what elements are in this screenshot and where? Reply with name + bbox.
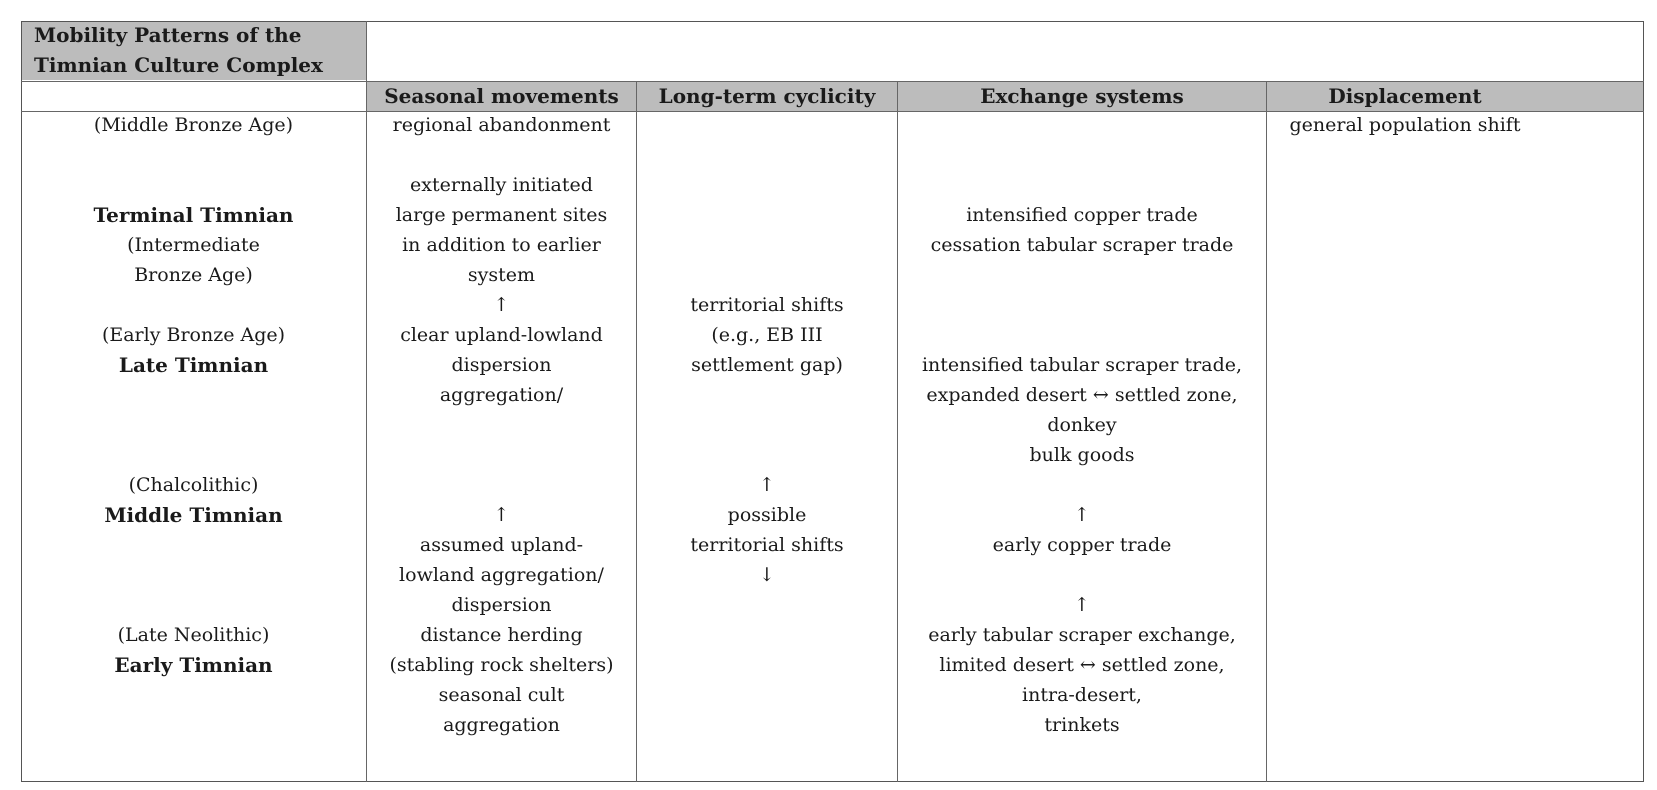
period-middle-name: Middle Timnian	[104, 503, 283, 527]
title-line-1: Mobility Patterns of the	[34, 23, 302, 47]
header-seasonal: Seasonal movements	[384, 84, 619, 108]
exchange-column	[898, 200, 1266, 740]
seasonal-line: clear upland-lowland	[400, 324, 603, 346]
up-arrow-icon: ↑	[759, 474, 775, 496]
exchange-line: bulk goods	[1029, 444, 1135, 466]
period-terminal-age-1: (Intermediate	[127, 234, 260, 256]
exchange-line	[898, 470, 1266, 500]
seasonal-line: aggregation	[443, 714, 560, 736]
seasonal-line: seasonal cult	[438, 684, 565, 706]
period-late-neolithic: (Late Neolithic)	[117, 624, 270, 646]
header-displacement: Displacement	[1328, 84, 1482, 108]
cyclicity-line: (e.g., EB III	[711, 324, 823, 346]
period-terminal-age-2: Bronze Age)	[134, 264, 253, 286]
seasonal-line: system	[467, 264, 536, 286]
period-early-name: Early Timnian	[114, 653, 273, 677]
seasonal-column	[367, 110, 636, 740]
exchange-line	[898, 260, 1266, 290]
seasonal-line	[367, 140, 636, 170]
up-arrow-icon: ↑	[493, 294, 510, 316]
cyclicity-line: possible	[727, 504, 807, 526]
cyclicity-column	[637, 290, 897, 590]
cyclicity-line	[637, 410, 897, 440]
exchange-line: early tabular scraper exchange,	[928, 624, 1236, 646]
exchange-line: intensified tabular scraper trade,	[921, 354, 1243, 376]
exchange-line: expanded desert ↔ settled zone,	[926, 384, 1238, 406]
col-divider-4	[1266, 81, 1267, 782]
exchange-line	[898, 290, 1266, 320]
cyclicity-line: settlement gap)	[691, 354, 843, 376]
exchange-line	[898, 560, 1266, 590]
seasonal-line: large permanent sites	[395, 204, 608, 226]
seasonal-line	[367, 440, 636, 470]
exchange-line: limited desert ↔ settled zone,	[939, 654, 1225, 676]
exchange-line: intra-desert,	[1022, 684, 1142, 706]
exchange-line: early copper trade	[992, 534, 1172, 556]
cyclicity-line	[637, 440, 897, 470]
seasonal-line: lowland aggregation/	[399, 564, 604, 586]
cyclicity-line: territorial shifts	[690, 294, 844, 316]
period-early-bronze: (Early Bronze Age)	[101, 324, 286, 346]
period-chalcolithic: (Chalcolithic)	[128, 474, 259, 496]
seasonal-line: externally initiated	[410, 174, 593, 196]
header-cyclicity: Long-term cyclicity	[658, 84, 876, 108]
exchange-line: trinkets	[1044, 714, 1120, 736]
table-title	[34, 20, 364, 80]
exchange-line	[898, 320, 1266, 350]
seasonal-line	[367, 470, 636, 500]
period-middle-bronze: (Middle Bronze Age)	[93, 114, 294, 136]
period-terminal-name: Terminal Timnian	[93, 203, 294, 227]
seasonal-line	[367, 410, 636, 440]
title-line-2: Timnian Culture Complex	[34, 53, 323, 77]
down-arrow-icon: ↓	[759, 564, 775, 586]
cyclicity-line	[637, 380, 897, 410]
seasonal-line: dispersion	[451, 594, 552, 616]
exchange-line: cessation tabular scraper trade	[930, 234, 1234, 256]
cyclicity-line: territorial shifts	[690, 534, 844, 556]
exchange-line: donkey	[1047, 414, 1117, 436]
displacement-column	[1267, 110, 1543, 140]
up-arrow-icon: ↑	[1074, 504, 1090, 526]
period-late-name: Late Timnian	[118, 353, 269, 377]
seasonal-line: dispersion	[451, 354, 552, 376]
exchange-line: intensified copper trade	[966, 204, 1198, 226]
period-column	[21, 110, 366, 680]
seasonal-line: assumed upland-	[419, 534, 584, 556]
seasonal-line: regional abandonment	[392, 114, 611, 136]
seasonal-line: aggregation/	[439, 384, 564, 406]
displacement-line: general population shift	[1289, 114, 1521, 136]
seasonal-line: in addition to earlier	[402, 234, 601, 256]
up-arrow-icon: ↑	[493, 504, 510, 526]
up-arrow-icon: ↑	[1074, 594, 1090, 616]
header-exchange: Exchange systems	[980, 84, 1184, 108]
seasonal-line: distance herding	[420, 624, 583, 646]
seasonal-line: (stabling rock shelters)	[389, 654, 614, 676]
